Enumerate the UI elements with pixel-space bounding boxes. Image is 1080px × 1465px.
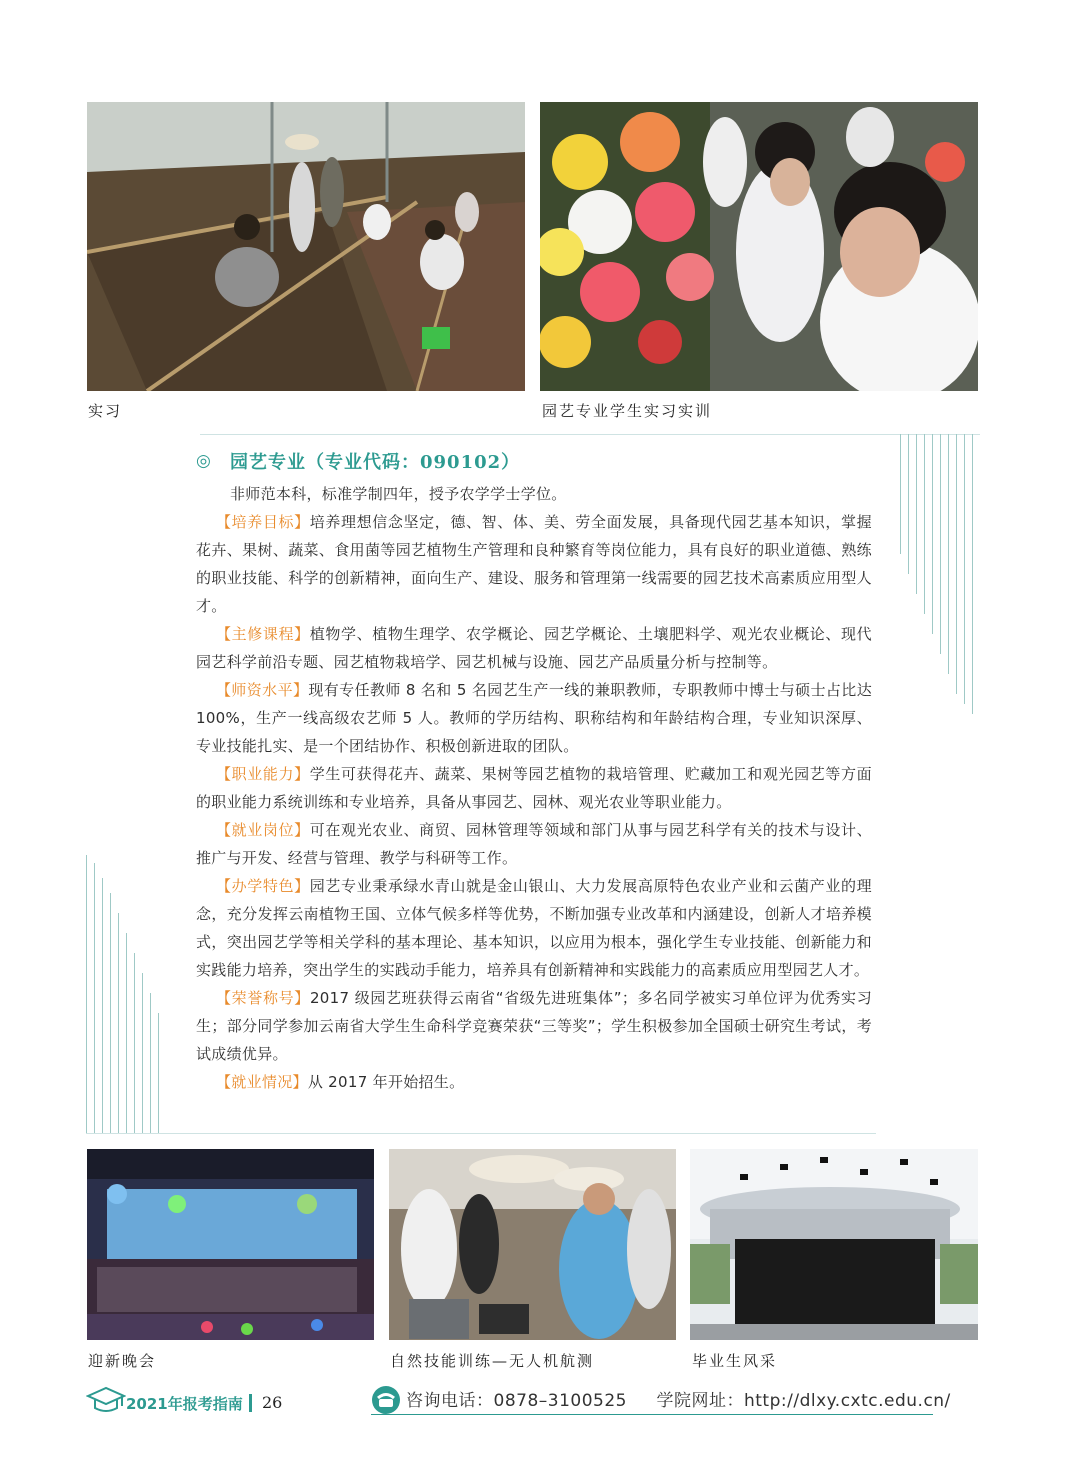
photo-caption-welcome-party: 迎新晚会 — [88, 1352, 157, 1370]
paragraph-program-features: 【办学特色】园艺专业秉承绿水青山就是金山银山、大力发展高原特色农业产业和云菌产业的理念，充分发挥云南植物王国、立体气候多样等优势，不断加强专业改革和内涵建设，创新人才培养模式，突出园艺学等相关学科的基本理论、基本知识，以应用为根本，强化学生专业技能、创新能力和实践能力培养，突出学生的实践动手能力，培养具有创新精神和实践能力的高素质应用型园艺人才。 — [196, 877, 872, 979]
photo-caption-practice: 实习 — [88, 402, 123, 420]
contact-info: 咨询电话：0878–3100525 学院网址：http://dlxy.cxtc.edu.cn/ — [406, 1391, 951, 1411]
drone-survey-photo — [389, 1149, 676, 1340]
paragraph-employment: 【就业情况】从 2017 年开始招生。 — [216, 1073, 465, 1091]
major-description — [196, 446, 872, 1096]
greenhouse-practice-photo — [87, 102, 525, 391]
contact-underline — [371, 1414, 933, 1415]
page-footer — [86, 1380, 986, 1420]
photo-caption-drone-training: 自然技能训练—无人机航测 — [390, 1352, 595, 1370]
section-title: 园艺专业（专业代码：090102） — [230, 452, 521, 473]
left-decorative-lines — [86, 855, 166, 1133]
graduates-photo — [690, 1149, 978, 1340]
bottom-divider — [86, 1133, 876, 1134]
graduation-cap-icon — [86, 1386, 126, 1414]
paragraph-job-positions: 【就业岗位】可在观光农业、商贸、园林管理等领域和部门从事与园艺科学有关的技术与设计、推广与开发、经营与管理、教学与科研等工作。 — [196, 821, 872, 867]
footer-separator — [249, 1394, 252, 1412]
welcome-party-photo — [87, 1149, 374, 1340]
section-heading — [196, 446, 872, 476]
photo-caption-graduates: 毕业生风采 — [692, 1352, 778, 1370]
photo-caption-horticulture-training: 园艺专业学生实习实训 — [542, 402, 713, 420]
bullet-circle-icon: ◎ — [196, 451, 211, 471]
page-number: 26 — [262, 1393, 283, 1412]
guide-title: 2021年报考指南 — [126, 1395, 243, 1413]
section-intro: 非师范本科，标准学制四年，授予农学学士学位。 — [230, 485, 567, 503]
paragraph-vocational-ability: 【职业能力】学生可获得花卉、蔬菜、果树等园艺植物的栽培管理、贮藏加工和观光园艺等方面的职业能力系统训练和专业培养，具备从事园艺、园林、观光农业等职业能力。 — [196, 765, 872, 811]
paragraph-training-goal: 【培养目标】培养理想信念坚定，德、智、体、美、劳全面发展，具备现代园艺基本知识，掌握花卉、果树、蔬菜、食用菌等园艺植物生产管理和良种繁育等岗位能力，具有良好的职业道德、熟练的职业技能、科学的创新精神，面向生产、建设、服务和管理第一线需要的园艺技术高素质应用型人才。 — [196, 513, 872, 615]
paragraph-faculty: 【师资水平】现有专任教师 8 名和 5 名园艺生产一线的兼职教师，专职教师中博士与硕士占比达 100%，生产一线高级农艺师 5 人。教师的学历结构、职称结构和年龄结构合理，专业知识深厚、专业技能扎实、是一个团结协作、积极创新进取的团队。 — [196, 681, 872, 755]
paragraph-main-courses: 【主修课程】植物学、植物生理学、农学概论、园艺学概论、土壤肥料学、观光农业概论、现代园艺科学前沿专题、园艺植物栽培学、园艺机械与设施、园艺产品质量分析与控制等。 — [196, 625, 872, 671]
flower-training-photo — [540, 102, 978, 391]
paragraph-honors: 【荣誉称号】2017 级园艺班获得云南省“省级先进班集体”；多名同学被实习单位评为优秀实习生；部分同学参加云南省大学生生命科学竞赛荣获“三等奖”；学生积极参加全国硕士研究生考试，考试成绩优异。 — [196, 989, 873, 1063]
top-divider — [200, 434, 980, 435]
phone-icon — [371, 1385, 401, 1415]
right-decorative-lines — [900, 434, 980, 714]
